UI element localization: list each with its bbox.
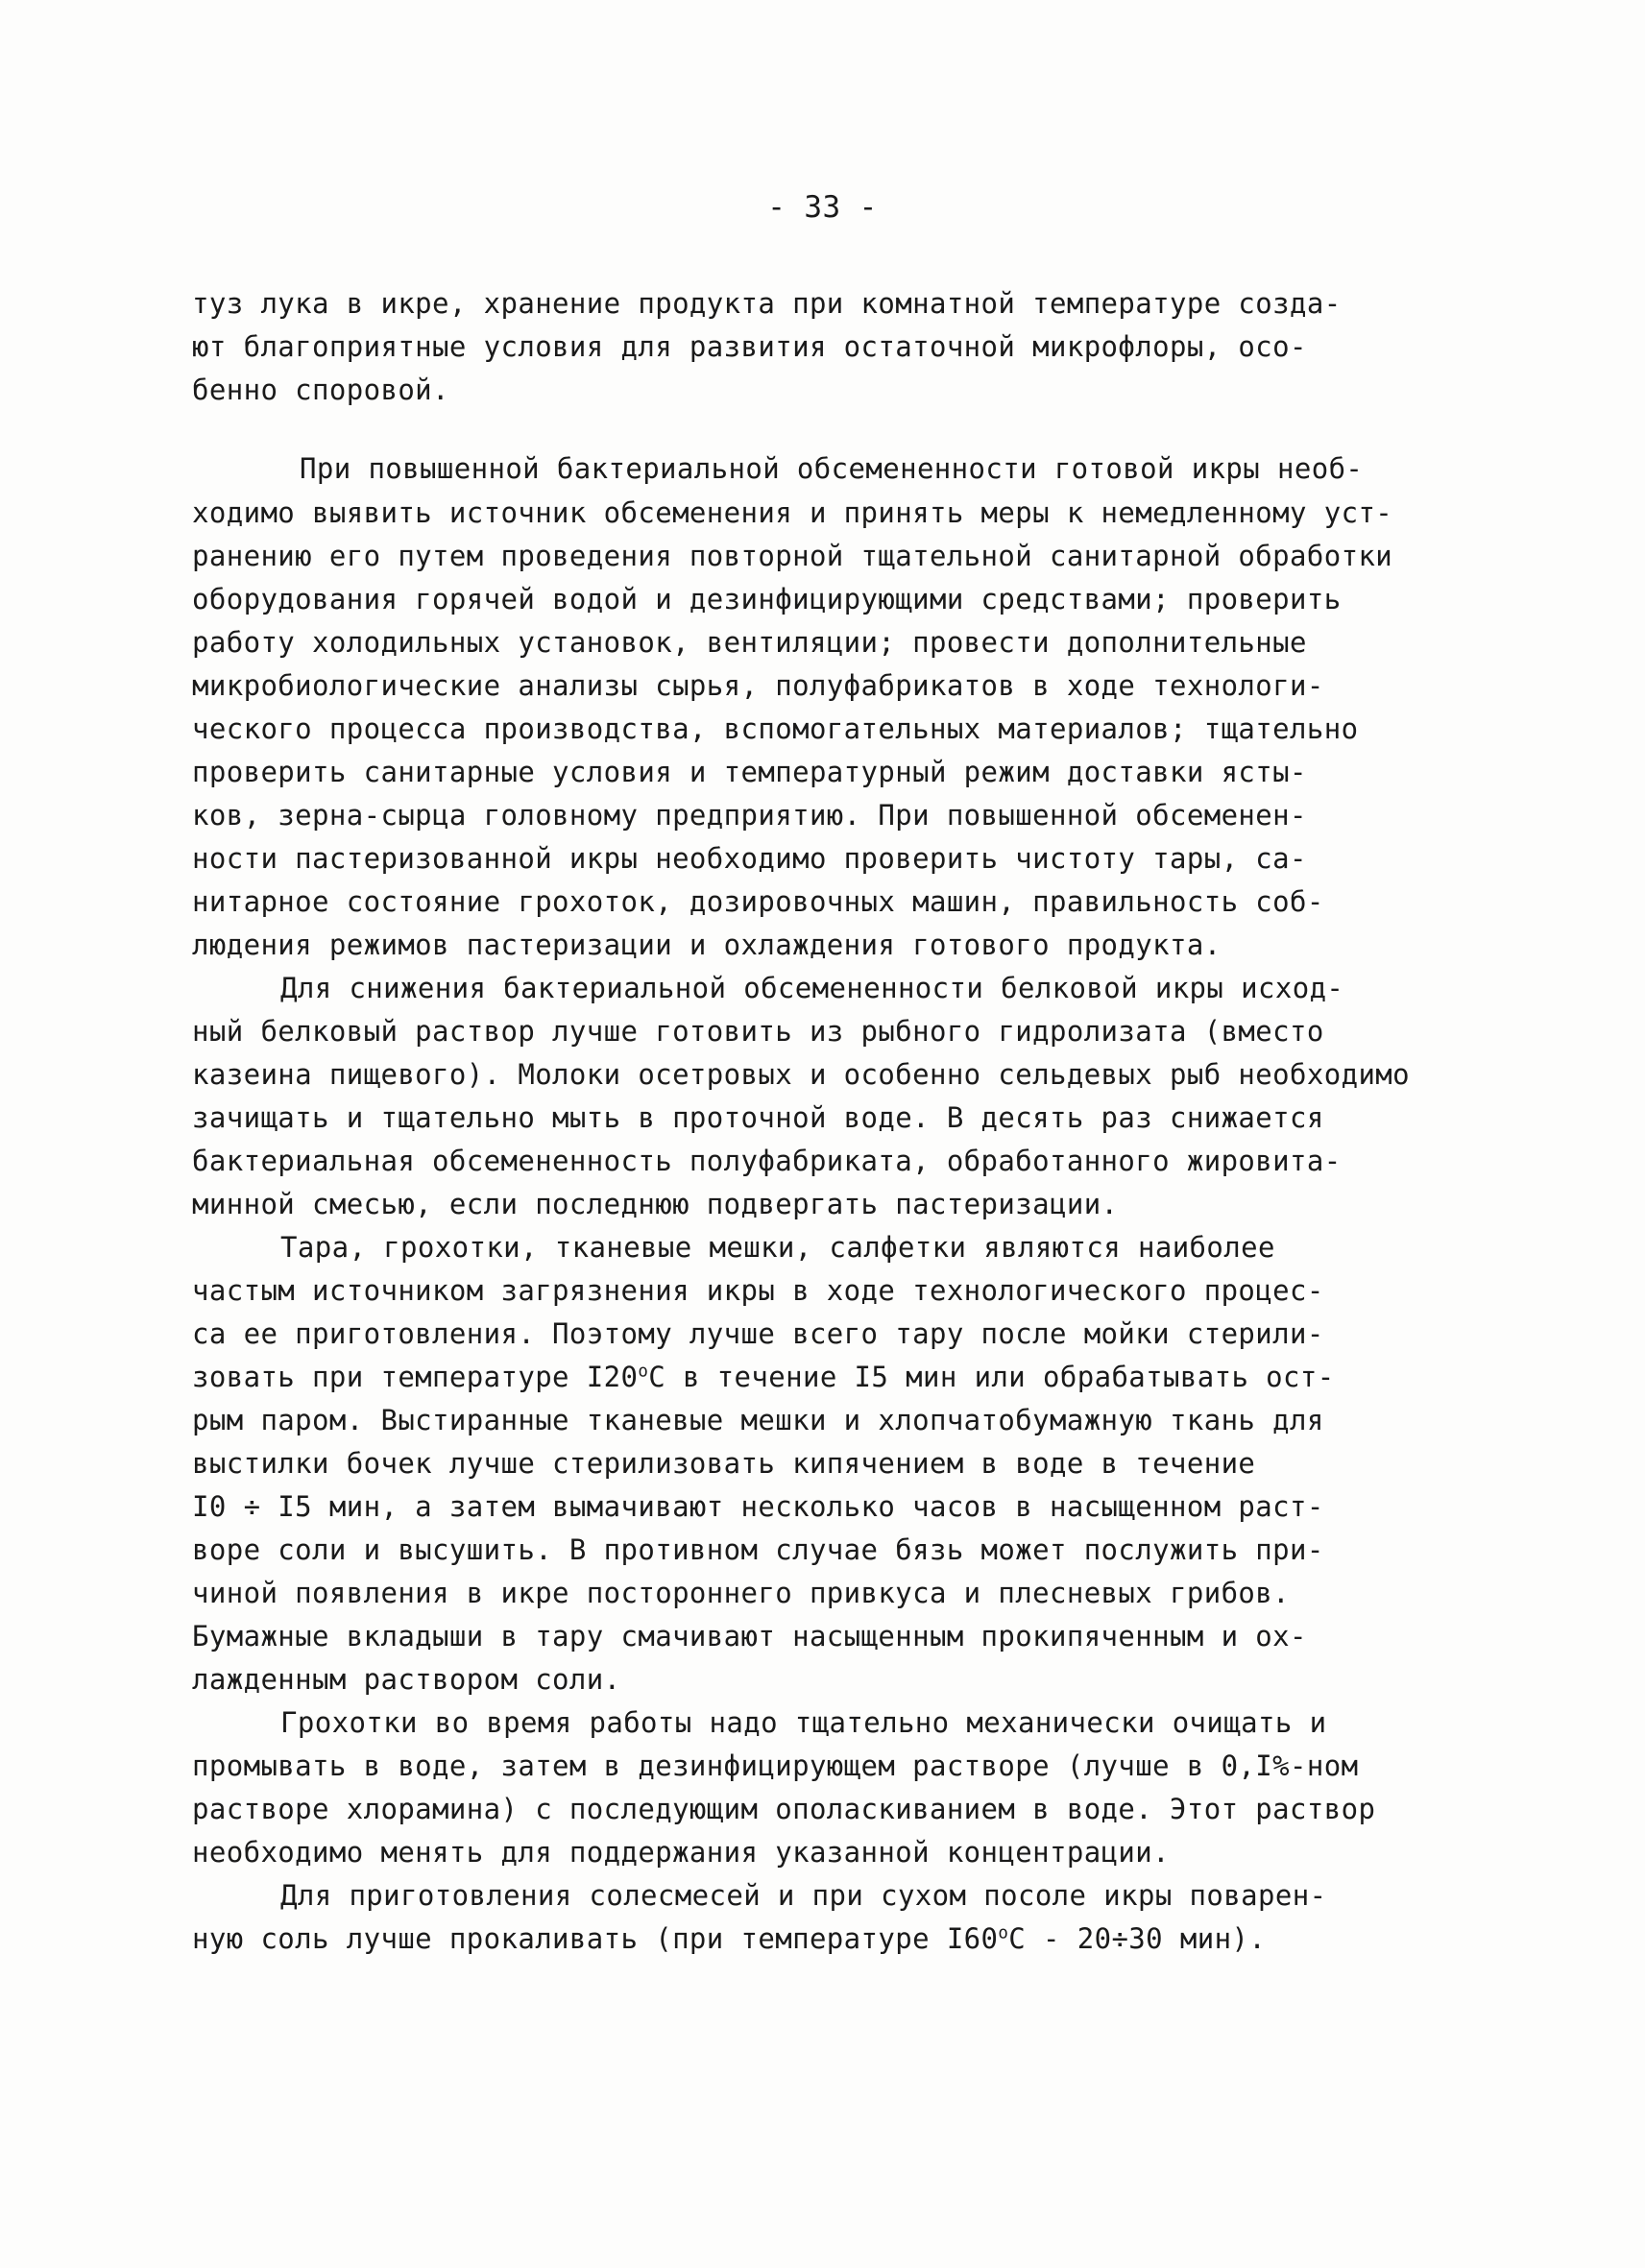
text-line-content: ный белковый раствор лучше готовить из рыбного гидролизата (вместо <box>192 1015 1324 1048</box>
text-line-content: растворе хлорамина) с последующим ополаскиванием в воде. Этот раствор <box>192 1793 1376 1825</box>
text-line <box>192 669 1324 702</box>
text-line <box>192 1922 1267 1955</box>
text-line <box>192 1404 1324 1436</box>
text-line-content: рым паром. Выстиранные тканевые мешки и хлопчатобумажную ткань для <box>192 1404 1324 1436</box>
text-line <box>192 756 1307 788</box>
text-line-content: Грохотки во время работы надо тщательно механически очищать и <box>280 1706 1327 1739</box>
text-line-content: необходимо менять для поддержания указанной концентрации. <box>192 1836 1170 1869</box>
text-line <box>192 931 1222 959</box>
text-line <box>192 626 1307 659</box>
text-line <box>192 1620 1307 1653</box>
text-line <box>192 330 1307 363</box>
text-line <box>192 376 449 404</box>
text-line-tail: C в течение I5 мин или обрабатывать ост- <box>648 1361 1335 1393</box>
text-line-content: Для снижения бактериальной обсемененности белковой икры исход- <box>280 972 1344 1004</box>
text-line <box>280 972 1344 1004</box>
text-line-content: ют благоприятные условия для развития остаточной микрофлоры, осо- <box>192 330 1307 363</box>
text-line <box>192 496 1393 529</box>
text-line-content: воре соли и высушить. В противном случае бязь может послужить при- <box>192 1533 1324 1566</box>
text-line-content: ков, зерна-сырца головному предприятию. При повышенной обсеменен- <box>192 799 1307 832</box>
text-line-content: промывать в воде, затем в дезинфицирующем растворе (лучше в 0,I%-ном <box>192 1749 1359 1782</box>
text-line <box>192 583 1342 615</box>
text-line <box>192 885 1324 918</box>
text-line-content: нитарное состояние грохоток, дозировочных машин, правильность соб- <box>192 885 1324 918</box>
text-line <box>192 1447 1256 1480</box>
text-line <box>192 1533 1324 1566</box>
text-line-content: работу холодильных установок, вентиляции; провести дополнительные <box>192 626 1307 659</box>
text-line-content: ходимо выявить источник обсеменения и принять меры к немедленному уст- <box>192 496 1393 529</box>
text-line-content: проверить санитарные условия и температурный режим доставки ясты- <box>192 756 1307 788</box>
text-line-content: людения режимов пастеризации и охлаждения готового продукта. <box>192 929 1222 961</box>
text-line-content: Бумажные вкладыши в тару смачивают насыщенным прокипяченным и ох- <box>192 1620 1307 1653</box>
text-line-content: туз лука в икре, хранение продукта при комнатной температуре созда- <box>192 287 1342 320</box>
page-number: - 33 - <box>767 190 878 225</box>
text-line-content: При повышенной бактериальной обсемененности готовой икры необ- <box>300 452 1364 485</box>
text-line <box>192 287 1342 320</box>
text-line-content: ческого процесса производства, вспомогательных материалов; тщательно <box>192 712 1359 745</box>
text-line <box>192 1363 1335 1391</box>
text-line <box>192 1058 1411 1091</box>
text-line-content: чиной появления в икре постороннего привкуса и плесневых грибов. <box>192 1577 1291 1609</box>
text-line-content: частым источником загрязнения икры в ходе технологического процес- <box>192 1274 1324 1307</box>
text-line <box>192 1015 1324 1048</box>
text-line-tail: C - 20÷30 мин). <box>1008 1922 1267 1955</box>
text-line <box>192 1101 1324 1134</box>
degree-superscript: o <box>638 1362 649 1382</box>
text-line <box>192 799 1307 832</box>
text-line-content: ную соль лучше прокаливать (при температуре I60 <box>192 1922 999 1955</box>
text-line-content: зовать при температуре I20 <box>192 1361 639 1393</box>
degree-superscript: o <box>998 1923 1009 1943</box>
text-line <box>192 1274 1324 1307</box>
text-line <box>192 1317 1324 1350</box>
text-line-content: казеина пищевого). Молоки осетровых и особенно сельдевых рыб необходимо <box>192 1058 1411 1091</box>
text-line-content: ности пастеризованной икры необходимо проверить чистоту тары, са- <box>192 842 1307 875</box>
text-line-content: минной смесью, если последнюю подвергать пастеризации. <box>192 1188 1119 1220</box>
text-line-content: Тара, грохотки, тканевые мешки, салфетки являются наиболее <box>280 1231 1275 1264</box>
text-line-content: Для приготовления солесмесей и при сухом посоле икры поварен- <box>280 1879 1327 1912</box>
text-line <box>192 1836 1170 1869</box>
text-line-content: бенно споровой. <box>192 374 449 406</box>
text-line-content: бактериальная обсемененность полуфабриката, обработанного жировита- <box>192 1145 1342 1177</box>
text-line-content: зачищать и тщательно мыть в проточной воде. В десять раз снижается <box>192 1101 1324 1134</box>
text-line <box>192 1793 1376 1825</box>
text-line-content: оборудования горячей водой и дезинфицирующими средствами; проверить <box>192 583 1342 615</box>
text-line <box>300 452 1364 485</box>
text-line <box>192 842 1307 875</box>
text-line <box>192 1188 1119 1220</box>
text-line-content: выстилки бочек лучше стерилизовать кипячением в воде в течение <box>192 1447 1256 1480</box>
text-line <box>280 1706 1327 1739</box>
text-line-content: I0 ÷ I5 мин, а затем вымачивают несколько часов в насыщенном раст- <box>192 1490 1324 1523</box>
text-line-content: микробиологические анализы сырья, полуфабрикатов в ходе технологи- <box>192 669 1324 702</box>
text-line <box>192 1663 621 1696</box>
text-line-content: ранению его путем проведения повторной тщательной санитарной обработки <box>192 540 1393 572</box>
text-line <box>280 1231 1275 1264</box>
text-line <box>192 540 1393 572</box>
text-line <box>192 1490 1324 1523</box>
text-line-content: са ее приготовления. Поэтому лучше всего тару после мойки стерили- <box>192 1317 1324 1350</box>
text-line <box>192 1147 1342 1175</box>
text-line <box>280 1879 1327 1912</box>
text-line <box>192 1577 1291 1609</box>
text-line-content: лажденным раствором соли. <box>192 1663 621 1696</box>
text-line <box>192 712 1359 745</box>
text-line <box>192 1749 1359 1782</box>
